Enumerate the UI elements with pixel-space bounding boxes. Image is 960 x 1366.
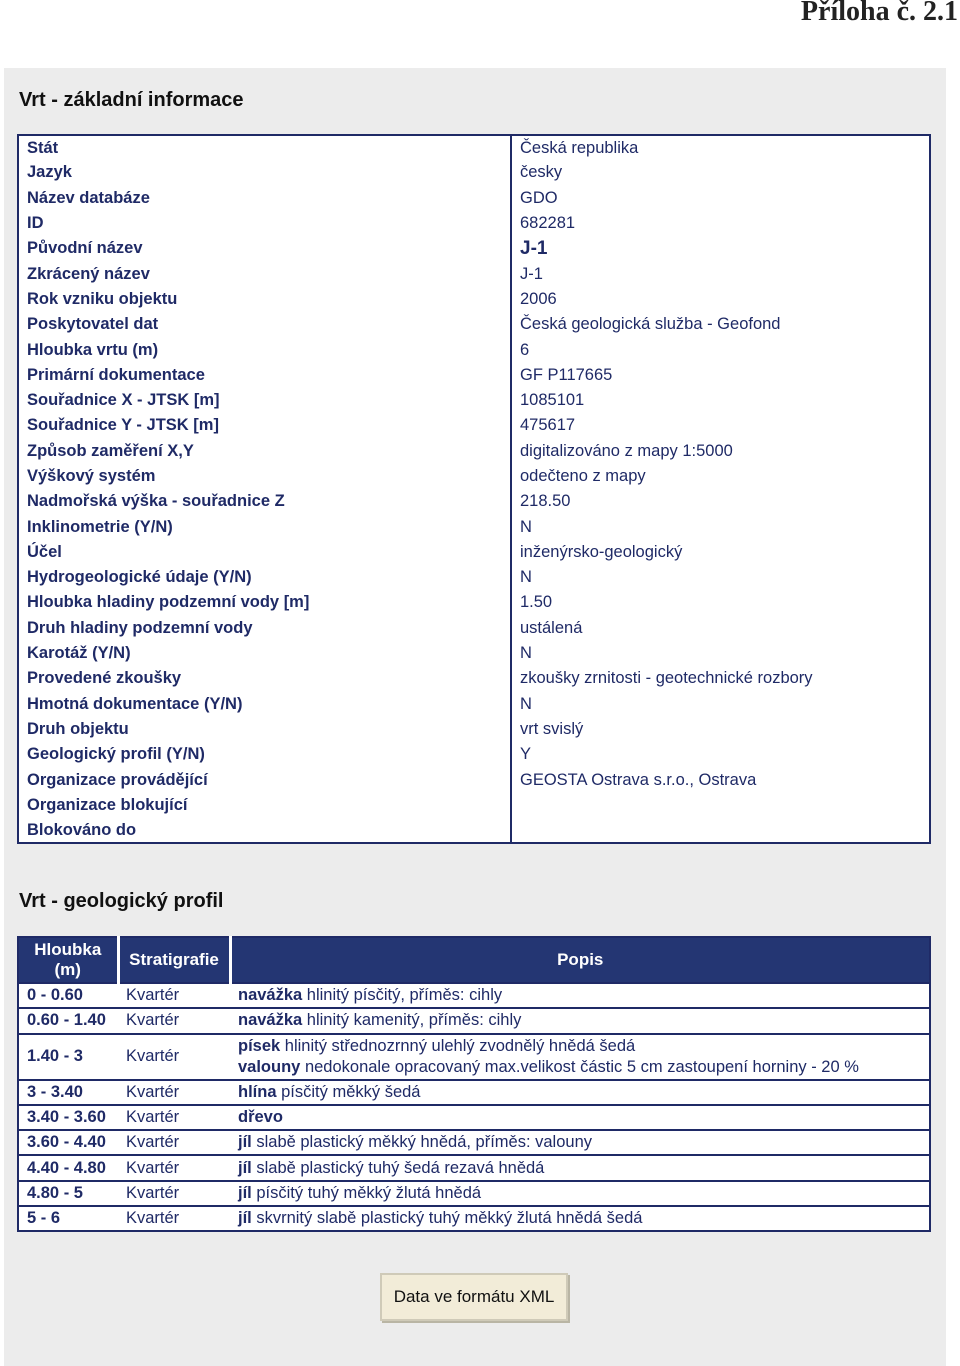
info-row bbox=[18, 717, 930, 742]
material-name: dřevo bbox=[238, 1108, 283, 1127]
material-properties: slabě plastický měkký hnědá, příměs: valouny bbox=[251, 1133, 593, 1152]
info-value: česky bbox=[511, 160, 930, 185]
info-row bbox=[18, 337, 930, 362]
profile-description bbox=[230, 1206, 930, 1231]
description-line bbox=[238, 1208, 921, 1229]
material-properties: písčitý měkký šedá bbox=[276, 1082, 421, 1101]
profile-stratigraphy: Kvartér bbox=[118, 1034, 230, 1080]
material-properties: hlinitý písčitý, příměs: cihly bbox=[302, 986, 503, 1005]
info-key: Způsob zaměření X,Y bbox=[18, 439, 511, 464]
info-value: 1085101 bbox=[511, 388, 930, 413]
info-row bbox=[18, 616, 930, 641]
info-key: Organizace provádějící bbox=[18, 767, 511, 792]
info-row bbox=[18, 388, 930, 413]
profile-description bbox=[230, 1080, 930, 1105]
basic-info-title: Vrt - základní informace bbox=[19, 89, 244, 111]
info-value bbox=[511, 818, 930, 843]
info-row bbox=[18, 413, 930, 438]
info-value: GEOSTA Ostrava s.r.o., Ostrava bbox=[511, 767, 930, 792]
info-key: Geologický profil (Y/N) bbox=[18, 742, 511, 767]
profile-row bbox=[18, 983, 930, 1008]
profile-description bbox=[230, 1034, 930, 1080]
profile-row bbox=[18, 1130, 930, 1155]
profile-stratigraphy: Kvartér bbox=[118, 1105, 230, 1130]
description-line bbox=[238, 1082, 921, 1103]
xml-data-button[interactable]: Data ve formátu XML bbox=[380, 1273, 568, 1321]
profile-stratigraphy: Kvartér bbox=[118, 1181, 230, 1206]
info-key: Hmotná dokumentace (Y/N) bbox=[18, 692, 511, 717]
info-value: N bbox=[511, 641, 930, 666]
profile-description bbox=[230, 1130, 930, 1155]
info-key: Souřadnice Y - JTSK [m] bbox=[18, 413, 511, 438]
info-key: Druh objektu bbox=[18, 717, 511, 742]
info-row bbox=[18, 565, 930, 590]
info-value: digitalizováno z mapy 1:5000 bbox=[511, 439, 930, 464]
material-properties: písčitý tuhý měkký žlutá hnědá bbox=[251, 1183, 482, 1202]
info-row bbox=[18, 666, 930, 691]
description-line bbox=[238, 1010, 921, 1031]
profile-depth: 3.40 - 3.60 bbox=[18, 1105, 118, 1130]
info-row bbox=[18, 312, 930, 337]
geo-profile-title: Vrt - geologický profil bbox=[19, 890, 224, 912]
info-row bbox=[18, 514, 930, 539]
info-key: Karotáž (Y/N) bbox=[18, 641, 511, 666]
info-key: Název databáze bbox=[18, 186, 511, 211]
material-properties: skvrnitý slabě plastický tuhý měkký žlutá hnědá šedá bbox=[251, 1209, 643, 1228]
info-row bbox=[18, 489, 930, 514]
description-line bbox=[238, 1107, 921, 1128]
info-value: odečteno z mapy bbox=[511, 464, 930, 489]
profile-stratigraphy: Kvartér bbox=[118, 983, 230, 1008]
attachment-label: Příloha č. 2.1 bbox=[800, 0, 958, 27]
profile-stratigraphy: Kvartér bbox=[118, 1130, 230, 1155]
profile-row bbox=[18, 1181, 930, 1206]
profile-row bbox=[18, 1206, 930, 1231]
info-key: Druh hladiny podzemní vody bbox=[18, 616, 511, 641]
material-name: navážka bbox=[238, 986, 303, 1005]
profile-depth: 5 - 6 bbox=[18, 1206, 118, 1231]
info-value: J-1 bbox=[511, 261, 930, 286]
info-key: Hloubka vrtu (m) bbox=[18, 337, 511, 362]
description-line bbox=[238, 1036, 921, 1057]
material-properties: hlinitý střednozrnný ulehlý zvodnělý hnědá šedá bbox=[280, 1036, 636, 1055]
info-row bbox=[18, 135, 930, 160]
info-key: Výškový systém bbox=[18, 464, 511, 489]
profile-stratigraphy: Kvartér bbox=[118, 1008, 230, 1033]
description-line bbox=[238, 985, 921, 1006]
description-line bbox=[238, 1183, 921, 1204]
info-key: Inklinometrie (Y/N) bbox=[18, 514, 511, 539]
profile-row bbox=[18, 1155, 930, 1180]
info-key: Původní název bbox=[18, 236, 511, 261]
info-value: GDO bbox=[511, 186, 930, 211]
info-value: vrt svislý bbox=[511, 717, 930, 742]
info-value: 682281 bbox=[511, 211, 930, 236]
info-value: N bbox=[511, 565, 930, 590]
info-key: Hydrogeologické údaje (Y/N) bbox=[18, 565, 511, 590]
profile-stratigraphy: Kvartér bbox=[118, 1155, 230, 1180]
info-key: Jazyk bbox=[18, 160, 511, 185]
info-value: N bbox=[511, 692, 930, 717]
material-name: hlína bbox=[238, 1082, 277, 1101]
info-value: Česká republika bbox=[511, 135, 930, 160]
profile-depth: 0.60 - 1.40 bbox=[18, 1008, 118, 1033]
header-stratigraphy: Stratigrafie bbox=[118, 937, 230, 983]
info-key: Primární dokumentace bbox=[18, 363, 511, 388]
info-value: N bbox=[511, 514, 930, 539]
profile-description bbox=[230, 1105, 930, 1130]
info-row bbox=[18, 160, 930, 185]
description-line bbox=[238, 1057, 921, 1078]
profile-row bbox=[18, 1034, 930, 1080]
info-value: 1.50 bbox=[511, 590, 930, 615]
info-key: Provedené zkoušky bbox=[18, 666, 511, 691]
info-value: Česká geologická služba - Geofond bbox=[511, 312, 930, 337]
info-value: ustálená bbox=[511, 616, 930, 641]
info-row bbox=[18, 261, 930, 286]
geo-profile-header-row bbox=[18, 937, 930, 983]
profile-stratigraphy: Kvartér bbox=[118, 1206, 230, 1231]
info-key: Hloubka hladiny podzemní vody [m] bbox=[18, 590, 511, 615]
material-name: navážka bbox=[238, 1011, 303, 1030]
info-value: Y bbox=[511, 742, 930, 767]
info-key: Blokováno do bbox=[18, 818, 511, 843]
description-line bbox=[238, 1158, 921, 1179]
info-row bbox=[18, 818, 930, 843]
profile-depth: 4.80 - 5 bbox=[18, 1181, 118, 1206]
info-row bbox=[18, 767, 930, 792]
info-value: 475617 bbox=[511, 413, 930, 438]
info-row bbox=[18, 363, 930, 388]
material-name: jíl bbox=[238, 1209, 252, 1228]
info-row bbox=[18, 236, 930, 261]
info-key: Stát bbox=[18, 135, 511, 160]
profile-row bbox=[18, 1105, 930, 1130]
info-row bbox=[18, 211, 930, 236]
profile-depth: 1.40 - 3 bbox=[18, 1034, 118, 1080]
profile-depth: 3 - 3.40 bbox=[18, 1080, 118, 1105]
info-key: ID bbox=[18, 211, 511, 236]
material-name: písek bbox=[238, 1036, 281, 1055]
header-description: Popis bbox=[230, 937, 930, 983]
material-properties: slabě plastický tuhý šedá rezavá hnědá bbox=[251, 1158, 545, 1177]
material-name: jíl bbox=[238, 1158, 252, 1177]
profile-stratigraphy: Kvartér bbox=[118, 1080, 230, 1105]
info-row bbox=[18, 287, 930, 312]
info-value: 2006 bbox=[511, 287, 930, 312]
info-row bbox=[18, 742, 930, 767]
basic-info-table bbox=[17, 134, 931, 844]
info-key: Zkrácený název bbox=[18, 261, 511, 286]
profile-depth: 4.40 - 4.80 bbox=[18, 1155, 118, 1180]
info-row bbox=[18, 590, 930, 615]
material-name: valouny bbox=[238, 1057, 301, 1076]
info-row bbox=[18, 540, 930, 565]
info-key: Souřadnice X - JTSK [m] bbox=[18, 388, 511, 413]
info-key: Organizace blokující bbox=[18, 793, 511, 818]
info-key: Poskytovatel dat bbox=[18, 312, 511, 337]
material-name: jíl bbox=[238, 1183, 252, 1202]
profile-depth: 3.60 - 4.40 bbox=[18, 1130, 118, 1155]
info-value: GF P117665 bbox=[511, 363, 930, 388]
info-value bbox=[511, 793, 930, 818]
material-properties: hlinitý kamenitý, příměs: cihly bbox=[302, 1011, 522, 1030]
info-row bbox=[18, 641, 930, 666]
info-row bbox=[18, 464, 930, 489]
profile-row bbox=[18, 1008, 930, 1033]
info-key: Účel bbox=[18, 540, 511, 565]
profile-row bbox=[18, 1080, 930, 1105]
info-key: Rok vzniku objektu bbox=[18, 287, 511, 312]
info-value: inženýrsko-geologický bbox=[511, 540, 930, 565]
profile-description bbox=[230, 1181, 930, 1206]
info-row bbox=[18, 186, 930, 211]
profile-description bbox=[230, 983, 930, 1008]
info-row bbox=[18, 692, 930, 717]
info-value: 218.50 bbox=[511, 489, 930, 514]
info-key: Nadmořská výška - souřadnice Z bbox=[18, 489, 511, 514]
info-row bbox=[18, 793, 930, 818]
geo-profile-table bbox=[17, 936, 931, 1232]
info-row bbox=[18, 439, 930, 464]
info-value: 6 bbox=[511, 337, 930, 362]
material-properties: nedokonale opracovaný max.velikost částic 5 cm zastoupení horniny - 20 % bbox=[300, 1057, 859, 1076]
profile-description bbox=[230, 1008, 930, 1033]
info-value: zkoušky zrnitosti - geotechnické rozbory bbox=[511, 666, 930, 691]
material-name: jíl bbox=[238, 1133, 252, 1152]
info-value: J-1 bbox=[511, 236, 930, 261]
profile-description bbox=[230, 1155, 930, 1180]
description-line bbox=[238, 1132, 921, 1153]
profile-depth: 0 - 0.60 bbox=[18, 983, 118, 1008]
header-depth: Hloubka (m) bbox=[18, 937, 118, 983]
